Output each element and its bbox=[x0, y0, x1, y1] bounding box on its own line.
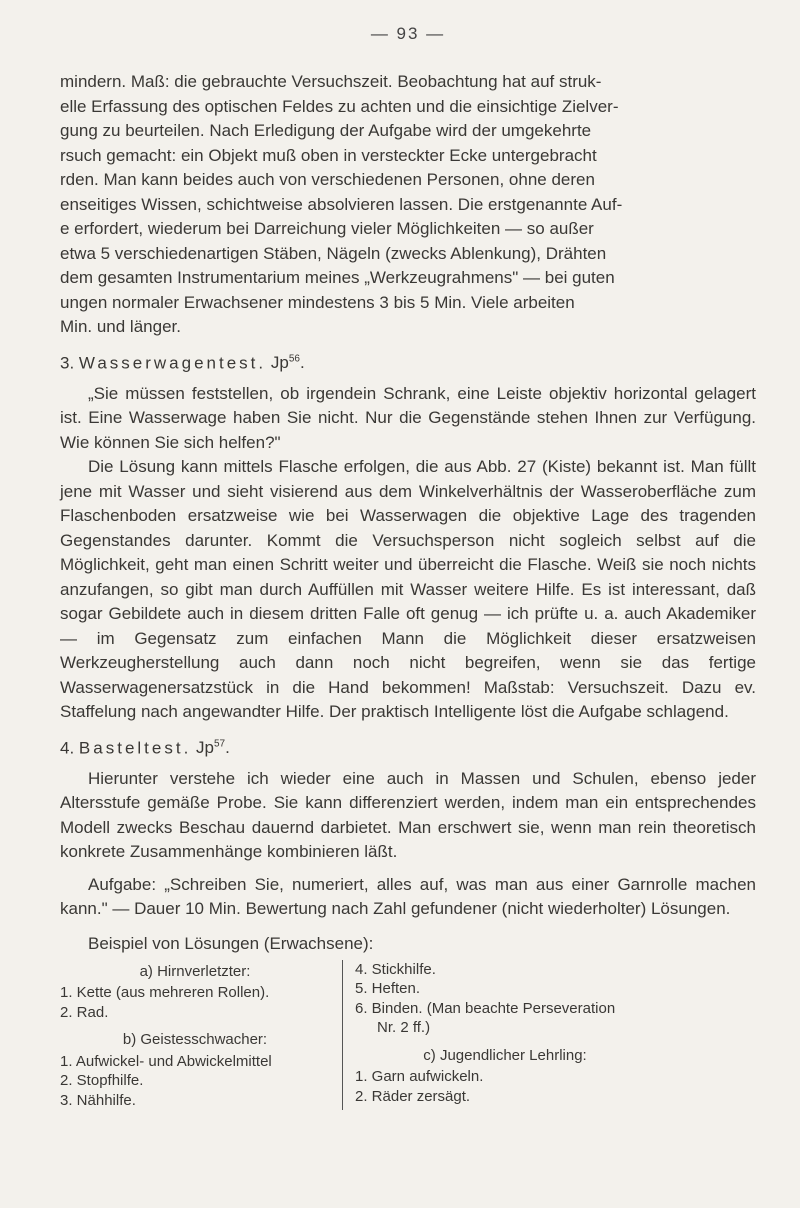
intro-line: elle Erfassung des optischen Feldes zu achten und die einsichtige Zielver- bbox=[60, 96, 619, 116]
section-title: Wasserwagentest. bbox=[78, 353, 267, 373]
intro-line: enseitiges Wissen, schichtweise absolvieren lassen. Die erstgenannte Auf- bbox=[60, 194, 623, 214]
intro-line: mindern. Maß: die gebrauchte Versuchszeit. Beobachtung hat auf struk- bbox=[60, 72, 602, 91]
examples-left-column bbox=[60, 960, 342, 1111]
section-4-heading bbox=[60, 733, 756, 761]
section-3-paragraph: Die Lösung kann mittels Flasche erfolgen, die aus Abb. 27 (Kiste) bekannt ist. Man füllt jene mit Wasser und sieht visierend aus dem Winkelverhältnis der Wasseroberfläche zum Flaschenboden ersatzweise wie bei Wasserwagen die objektive Lage des tragenden Gegenstandes darunter. Kommt die Versuchsperson nicht sogleich selbst auf die Möglichkeit, geht man einen Schritt weiter und überreicht die Flasche. Weiß sie noch nichts anzufangen, so gibt man durch Auffüllen mit Wasser weitere Hilfe. Es ist interessant, daß sogar Gebildete auch in diesem dritten Falle oft genug — ich prüfte u. a. auch Akademiker — im Gegensatz zum einfachen Mann die Möglichkeit dieser ersatzweisen Werkzeugherstellung auch dann noch nicht begreifen, wenn sie das fertige Wasserwagenersatzstück in die Hand bekommen! Maßstab: Versuchszeit. Dazu ev. Staffelung nach angewandter Hilfe. Der praktisch Intelligente löst die Aufgabe schlagend. bbox=[60, 457, 756, 722]
section-3-heading bbox=[60, 348, 756, 376]
intro-line: rsuch gemacht: ein Objekt muß oben in versteckter Ecke untergebracht bbox=[60, 145, 597, 165]
list-item: 2. Räder zersägt. bbox=[355, 1087, 471, 1105]
group-heading: c) Jugendlicher Lehrling: bbox=[423, 1046, 587, 1064]
page-number: — 93 — bbox=[370, 24, 446, 43]
list-item: 1. Aufwickel- und Abwickelmittel bbox=[60, 1052, 272, 1070]
group-heading: a) Hirnverletzter: bbox=[139, 962, 251, 980]
section-reference: Jp$^{56}$. bbox=[270, 353, 305, 373]
list-item: 2. Rad. bbox=[60, 1003, 109, 1021]
list-item: 1. Garn aufwickeln. bbox=[355, 1068, 484, 1086]
list-item: 3. Nähhilfe. bbox=[60, 1091, 136, 1109]
intro-line: rden. Man kann beides auch von verschiedenen Personen, ohne deren bbox=[60, 170, 595, 189]
section-number: 3. bbox=[60, 353, 75, 373]
list-item: 4. Stickhilfe. bbox=[355, 960, 436, 978]
examples-columns bbox=[60, 960, 756, 1111]
intro-text bbox=[60, 70, 756, 340]
section-4-paragraph: Aufgabe: „Schreiben Sie, numeriert, alles auf, was man aus einer Garnrolle machen kann." — Dauer 10 Min. Bewertung nach Zahl gefundener (nicht wiederholter) Lösungen. bbox=[60, 874, 756, 919]
list-item-continuation: Nr. 2 ff.) bbox=[377, 1019, 431, 1037]
list-item: 2. Stopfhilfe. bbox=[60, 1072, 144, 1090]
list-item: 5. Heften. bbox=[355, 980, 421, 998]
group-heading: b) Geistesschwacher: bbox=[122, 1031, 268, 1049]
intro-line: etwa 5 verschiedenartigen Stäben, Nägeln (zwecks Ablenkung), Drähten bbox=[60, 243, 607, 263]
list-item: 1. Kette (aus mehreren Rollen). bbox=[60, 984, 270, 1002]
intro-line: gung zu beurteilen. Nach Erledigung der Aufgabe wird der umgekehrte bbox=[60, 121, 592, 140]
section-reference: Jp$^{57}$. bbox=[196, 738, 230, 758]
section-title: Basteltest. bbox=[78, 738, 192, 758]
intro-line: ungen normaler Erwachsener mindestens 3 bis 5 Min. Viele arbeiten bbox=[60, 292, 575, 312]
section-number: 4. bbox=[60, 738, 75, 758]
examples-intro: Beispiel von Lösungen (Erwachsene): bbox=[88, 933, 374, 953]
section-3-paragraph: „Sie müssen feststellen, ob irgendein Schrank, eine Leiste objektiv horizontal gelagert ist. Eine Wasserwage haben Sie nicht. Nur die Gegenstände stehen Ihnen zur Verfügung. Wie können Sie sich helfen?" bbox=[60, 383, 756, 452]
examples-right-column bbox=[342, 960, 655, 1111]
intro-line: e erfordert, wiederum bei Darreichung vieler Möglichkeiten — so außer bbox=[60, 219, 594, 238]
section-4-paragraph: Hierunter verstehe ich wieder eine auch in Massen und Schulen, ebenso jeder Altersstufe gemäße Probe. Sie kann differenziert werden, indem man ein entsprechendes Modell zwecks Beschau dauernd darbietet. Man erschwert sie, wenn man rein theoretisch konkrete Zusammenhänge kombinieren läßt. bbox=[60, 768, 756, 862]
intro-line: Min. und länger. bbox=[60, 317, 181, 336]
intro-line: dem gesamten Instrumentarium meines „Werkzeugrahmens" — bei guten bbox=[60, 268, 615, 287]
list-item: 6. Binden. (Man beachte Perseveration bbox=[355, 999, 616, 1017]
